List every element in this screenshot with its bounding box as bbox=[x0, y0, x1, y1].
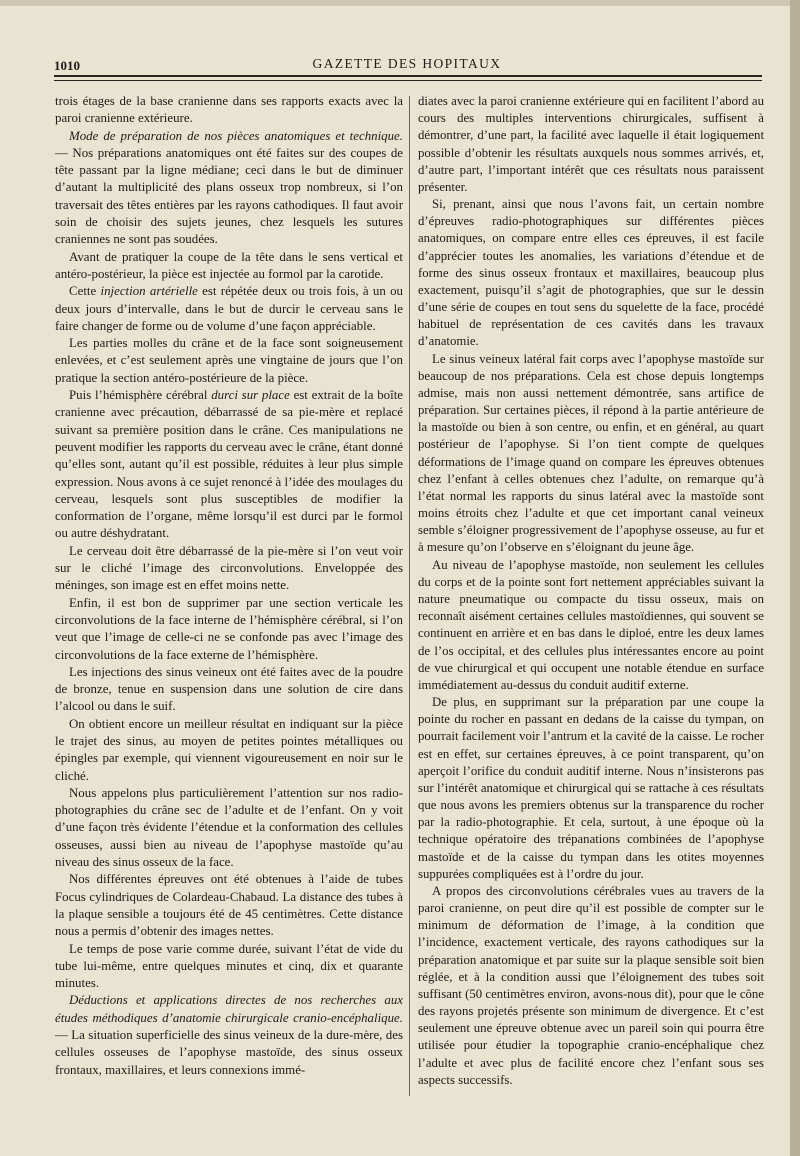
section-heading: Déductions et applications directes de nos recherches aux études méthodiques d’anatomie chirurgicale cranio-encéphalique. bbox=[55, 993, 403, 1025]
paragraph-text: est extrait de la boîte cranienne avec précaution, débarrassé de sa pie-mère et replacé suivant sa première position dans le crâne. Ces manipulations ne peuvent modifier les rapports du cerveau avec le crâne, étant donné qu’elles sont, autant qu’il est possible, réduites à leur plus simple expression. Nous avons à ce sujet renoncé à l’idée des moulages du cerveau, lesquels sont plus susceptibles de modifier la conformation de l’organe, même lorsqu’il est durci par le formol ou autre déshydratant. bbox=[55, 388, 404, 541]
page-binding-edge bbox=[790, 0, 800, 1156]
paragraph: Si, prenant, ainsi que nous l’avons fait, un certain nombre d’épreuves radio-photographiques sur différentes pièces anatomiques, on compare entre elles ces épreuves, il est facile d’apprécier toutes les anomalies, les variations d’étendue et de forme des sinus osseux frontaux et maxillaires, beaucoup plus exactement, puisqu’il s’agit de photographies, que sur le dessin d’une série de coupes en tout sens du squelette de la face, procédé habituel de représentation de ces cavités dans les travaux d’anatomie. bbox=[418, 197, 764, 349]
right-column bbox=[418, 93, 764, 1089]
paragraph bbox=[55, 387, 403, 543]
paragraph: Avant de pratiquer la coupe de la tête dans le sens vertical et antéro-postérieur, la pièce est injectée au formol par la carotide. bbox=[55, 249, 403, 281]
section-heading: Mode de préparation de nos pièces anatomiques et technique. bbox=[69, 128, 403, 143]
paragraph-text: — Nos préparations anatomiques ont été faites sur des coupes de tête passant par la ligne médiane; ceci dans le but de diminuer d’autant la multiplicité des plans osseux trop nombreux, si l’on traversait des têtes entières par les rayons cathodiques. Il faut avoir soin de choisir des sujets jeunes, chez lesquels les sutures craniennes ne sont pas soudées. bbox=[55, 145, 403, 247]
paragraph: On obtient encore un meilleur résultat en indiquant sur la pièce le trajet des sinus, au moyen de petites pointes métalliques ou épingles par exemple, qui viennent vigoureusement en noir sur le cliché. bbox=[55, 716, 403, 783]
paragraph: trois étages de la base cranienne dans ses rapports exacts avec la paroi cranienne extérieure. bbox=[55, 94, 403, 126]
paragraph bbox=[55, 283, 403, 335]
paragraph-text: est répétée deux ou trois fois, à un ou deux jours d’intervalle, dans le but de durcir le cerveau sans le faire changer de forme ou de volume d’une façon appréciable. bbox=[55, 284, 403, 333]
journal-title: GAZETTE DES HOPITAUX bbox=[312, 56, 502, 71]
paragraph: Enfin, il est bon de supprimer par une section verticale les circonvolutions de la face interne de l’hémisphère cérébral, si l’on veut que l’image de celle-ci ne se confonde pas avec l’image des circonvolutions de la face externe de l’hémisphère. bbox=[55, 595, 403, 662]
paragraph: Au niveau de l’apophyse mastoïde, non seulement les cellules du corps et de la pointe sont fort nettement appréciables suivant la nature pneumatique ou compacte du tissu osseux, mais on reconnaît aisément certaines cellules mastoïdiennes, qui souvent se continuent en arrière et en bas dans le diploé, entre les deux lames de l’os occipital, et des cellules plus intéressantes encore au point de vue chirurgical et qui occupent une notable étendue en surface immédiatement au-dessus du conduit auditif externe. bbox=[418, 557, 764, 692]
page-top-edge bbox=[0, 0, 800, 6]
paragraph: Nous appelons plus particulièrement l’attention sur nos radio-photographies du crâne sec de l’adulte et de l’enfant. On y voit d’une façon très évidente l’étendue et la conformation des cellules osseuses, aussi bien au niveau de l’apophyse mastoïde qu’au niveau des sinus osseux de la face. bbox=[55, 785, 403, 870]
paragraph: Les parties molles du crâne et de la face sont soigneusement enlevées, et c’est seulement après une vingtaine de jours que l’on pratique la section antéro-postérieure de la pièce. bbox=[55, 336, 403, 385]
paragraph: diates avec la paroi cranienne extérieure qui en facilitent l’abord au cours des multiples interventions chirurgicales, suffisent à démontrer, d’une part, la facilité avec laquelle il était logiquement possible d’obtenir les résultats auxquels nous sommes arrivés, et, d’autre part, l’important intérêt que ces résultats nous paraissent présenter. bbox=[418, 94, 764, 194]
paragraph-text: Cette bbox=[69, 284, 101, 299]
paragraph: Nos différentes épreuves ont été obtenues à l’aide de tubes Focus cylindriques de Colardeau-Chabaud. La distance des tubes à la plaque sensible a toujours été de 45 centimètres. Cette distance nous a permis d’obtenir des images nettes. bbox=[55, 872, 403, 939]
paragraph bbox=[55, 128, 403, 249]
paragraph: A propos des circonvolutions cérébrales vues au travers de la paroi cranienne, on peut dire qu’il est possible de compter sur le minimum de déformation de l’image, à la condition que l’incidence, exactement verticale, des rayons cathodiques sur la préparation anatomique et par suite sur la plaque sensible soit bien réglée, et à la condition aussi que l’éloignement des tubes soit suffisant (50 centimètres environ, avons-nous dit), pour que le cône des rayons projetés présente son minimum de divergence. Et c’est seulement une épreuve obtenue avec un pareil soin qui pourra être utilisée pour étudier la topographie cranio-encéphalique chez l’adulte et avec plus de facilité encore chez l’enfant sous ses aspects successifs. bbox=[418, 883, 764, 1087]
left-column bbox=[55, 93, 403, 1079]
emphasis: durci sur place bbox=[211, 388, 290, 403]
paragraph bbox=[55, 992, 403, 1078]
header-rule-thin bbox=[54, 80, 762, 81]
paragraph: Le temps de pose varie comme durée, suivant l’état de vide du tube lui-même, entre quelques minutes et cinq, dix et quarante minutes. bbox=[55, 941, 403, 991]
paragraph: Le sinus veineux latéral fait corps avec l’apophyse mastoïde sur beaucoup de nos préparations. Cela est chose depuis longtemps admise, mais non aussi nettement démontrée, sans artifice de préparation. Sur certaines pièces, il répond à la partie antérieure de la mastoïde ou bien à son centre, ou enfin, et en général, au quart postérieur de l’apophyse. Si l’on tient compte de quelques déformations de l’image quand on compare les épreuves obtenues chez l’enfant à celles obtenues chez l’adulte, on remarque qu’à l’état normal les rapports du sinus latéral avec la mastoïde sont moins étroits chez l’adulte et que cet important canal veineux semble s’éloigner progressivement de l’apophyse osseuse, au fur et à mesure qu’on l’observe en s’éloignant du jeune âge. bbox=[418, 351, 764, 555]
paragraph: Les injections des sinus veineux ont été faites avec de la poudre de bronze, tenue en suspension dans une solution de cire dans l’alcool ou dans le suif. bbox=[55, 664, 403, 714]
paragraph: De plus, en supprimant sur la préparation par une coupe la pointe du rocher en passant en dedans de la caisse du tympan, on pourrait facilement voir l’antrum et la cavité de la caisse. Le rocher est en effet, sur certaines épreuves, à ce point transparent, qu’on aperçoit l’orifice du conduit auditif interne. Nous n’insisterons pas sur l’intérêt anatomique et chirurgical qui se rattache à ces résultats que nous avons les premiers obtenus sur la transparence du rocher par la radio-photographie. Et cela, surtout, à une époque où la technique opératoire des trépanations combinées de l’apophyse mastoïde et de la caisse du tympan dans les otites moyennes suppurées compliquées est à l’ordre du jour. bbox=[418, 695, 764, 881]
paragraph: Le cerveau doit être débarrassé de la pie-mère si l’on veut voir sur le cliché l’image des circonvolutions. Enveloppée des méninges, son image est en effet moins nette. bbox=[55, 543, 403, 593]
page-number: 1010 bbox=[54, 58, 80, 73]
header-rule bbox=[54, 75, 762, 77]
page-header bbox=[54, 50, 760, 76]
paragraph-text: — La situation superficielle des sinus veineux de la dure-mère, des cellules osseuses de l’apophyse mastoïde, des sinus osseux frontaux, maxillaires, et leurs connexions immé- bbox=[55, 1028, 403, 1077]
paragraph-text: Puis l’hémisphère cérébral bbox=[69, 388, 212, 403]
column-divider bbox=[409, 96, 410, 1096]
emphasis: injection artérielle bbox=[100, 284, 198, 299]
